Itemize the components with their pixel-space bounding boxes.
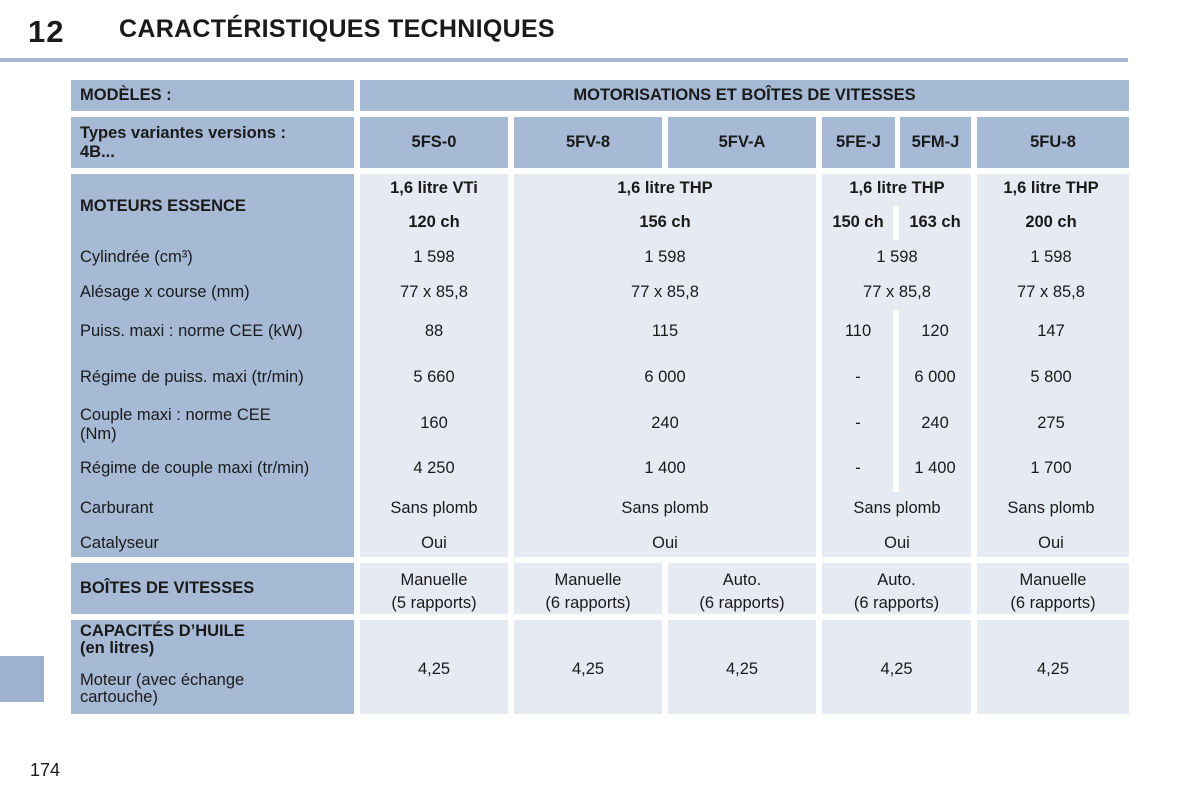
type-5fm-j: 5FM-J [900, 117, 971, 168]
oil-value: 4,25 [571, 660, 605, 678]
engine-name: 1,6 litre THP [849, 179, 945, 197]
cell-value: Oui [884, 534, 910, 552]
oil-capacities-line1: CAPACITÉS D’HUILE [80, 622, 245, 640]
gearbox-cell [514, 563, 662, 614]
cell-value: 1 700 [1030, 459, 1072, 477]
row-label-fuel: Carburant [80, 499, 154, 517]
models-label: MODÈLES : [71, 80, 354, 111]
oil-value-cell [822, 620, 971, 714]
gearbox-type: Manuelle [400, 570, 468, 589]
cell-value: 1 598 [644, 248, 686, 266]
oil-value: 4,25 [417, 660, 451, 678]
oil-row-label-line1: Moteur (avec échange [80, 671, 245, 689]
oil-value-cell [668, 620, 816, 714]
type-5fu-8: 5FU-8 [977, 117, 1129, 168]
gearbox-ratios: (6 rapports) [699, 593, 785, 612]
row-label-catalyst: Catalyseur [80, 534, 159, 552]
row-label-max-torque [80, 406, 271, 444]
engine-power: 200 ch [1025, 213, 1077, 231]
gearbox-type: Auto. [722, 570, 762, 589]
oil-capacities-label [80, 623, 245, 656]
cell-value: 275 [1037, 414, 1065, 432]
oil-value: 4,25 [725, 660, 759, 678]
cell-value: 5 660 [413, 368, 455, 386]
cell-value: Sans plomb [1007, 499, 1095, 517]
gearbox-label: BOÎTES DE VITESSES [71, 563, 354, 614]
cell-value: 6 000 [644, 368, 686, 386]
cell-value: 6 000 [914, 368, 956, 386]
cell-value: 4 250 [413, 459, 455, 477]
row-label-max-torque-line1: Couple maxi : norme CEE [80, 406, 271, 424]
type-5fv-8: 5FV-8 [514, 117, 662, 168]
cell-value: Sans plomb [853, 499, 941, 517]
gearbox-type: Manuelle [554, 570, 622, 589]
cell-value: Oui [652, 534, 678, 552]
page-number: 174 [30, 760, 61, 780]
engine-name: 1,6 litre THP [617, 179, 713, 197]
row-label-power-rpm: Régime de puiss. maxi (tr/min) [80, 368, 304, 386]
gearbox-ratios: (6 rapports) [545, 593, 631, 612]
cell-value: - [855, 414, 861, 432]
row-label-torque-rpm: Régime de couple maxi (tr/min) [80, 459, 310, 477]
engine-power: 150 ch [832, 213, 884, 231]
gearbox-cell [668, 563, 816, 614]
cell-value: 240 [651, 414, 679, 432]
cell-value: 77 x 85,8 [863, 283, 931, 301]
cell-value: Oui [1038, 534, 1064, 552]
cell-value: 120 [921, 322, 949, 340]
cell-value: 147 [1037, 322, 1065, 340]
oil-value-cell [514, 620, 662, 714]
cell-value: 1 400 [644, 459, 686, 477]
oil-value-cell [977, 620, 1129, 714]
oil-row-label [80, 672, 244, 705]
oil-value: 4,25 [880, 660, 913, 678]
oil-value: 4,25 [1036, 660, 1070, 678]
cell-value: 115 [651, 322, 679, 340]
page-title: CARACTÉRISTIQUES TECHNIQUES [119, 15, 555, 43]
gearbox-ratios: (5 rapports) [391, 593, 477, 612]
gearbox-ratios: (6 rapports) [1010, 593, 1096, 612]
cell-value: Sans plomb [621, 499, 709, 517]
gearbox-cell [822, 563, 971, 614]
cell-value: - [855, 368, 861, 386]
row-label-max-torque-line2: (Nm) [80, 424, 117, 443]
cell-value: 77 x 85,8 [631, 283, 699, 301]
cell-value: 5 800 [1030, 368, 1072, 386]
split-divider-power [893, 206, 899, 240]
cell-value: 1 400 [914, 459, 956, 477]
row-label-cylinder: Cylindrée (cm³) [80, 248, 193, 266]
title-underline [0, 58, 1128, 62]
cell-value: 1 598 [1030, 248, 1072, 266]
cell-value: - [855, 459, 861, 477]
cell-value: 1 598 [876, 248, 918, 266]
engine-power: 120 ch [408, 213, 460, 231]
gearbox-type: Manuelle [1019, 570, 1087, 589]
chapter-number: 12 [28, 14, 65, 49]
cell-value: 110 [844, 322, 872, 340]
cell-value: Oui [421, 534, 447, 552]
cell-value: 77 x 85,8 [400, 283, 468, 301]
gearbox-ratios: (6 rapports) [853, 593, 940, 612]
engines-gearboxes-header: MOTORISATIONS ET BOÎTES DE VITESSES [360, 80, 1129, 111]
oil-row-label-line2: cartouche) [80, 687, 158, 706]
type-5fv-a: 5FV-A [668, 117, 816, 168]
gearbox-cell [977, 563, 1129, 614]
engine-name: 1,6 litre VTi [390, 179, 478, 197]
chapter-side-tab [0, 656, 44, 702]
types-label-line1: Types variantes versions : [80, 124, 287, 142]
engines-label: MOTEURS ESSENCE [80, 197, 246, 215]
engine-name: 1,6 litre THP [1003, 179, 1099, 197]
cell-value: 88 [424, 322, 444, 340]
oil-capacities-line2: (en litres) [80, 638, 155, 657]
engine-power: 163 ch [909, 213, 961, 231]
cell-value: 77 x 85,8 [1017, 283, 1085, 301]
split-divider-values [893, 310, 899, 492]
type-5fe-j: 5FE-J [822, 117, 895, 168]
types-label [71, 117, 354, 168]
gearbox-cell [360, 563, 508, 614]
row-label-bore-stroke: Alésage x course (mm) [80, 283, 250, 301]
type-5fs-0: 5FS-0 [360, 117, 508, 168]
cell-value: 240 [921, 414, 949, 432]
gearbox-type: Auto. [877, 570, 916, 589]
cell-value: 160 [420, 414, 448, 432]
oil-value-cell [360, 620, 508, 714]
cell-value: Sans plomb [390, 499, 478, 517]
engine-power: 156 ch [639, 213, 691, 231]
types-label-line2: 4B... [80, 142, 115, 161]
row-label-max-power: Puiss. maxi : norme CEE (kW) [80, 322, 303, 340]
cell-value: 1 598 [413, 248, 455, 266]
